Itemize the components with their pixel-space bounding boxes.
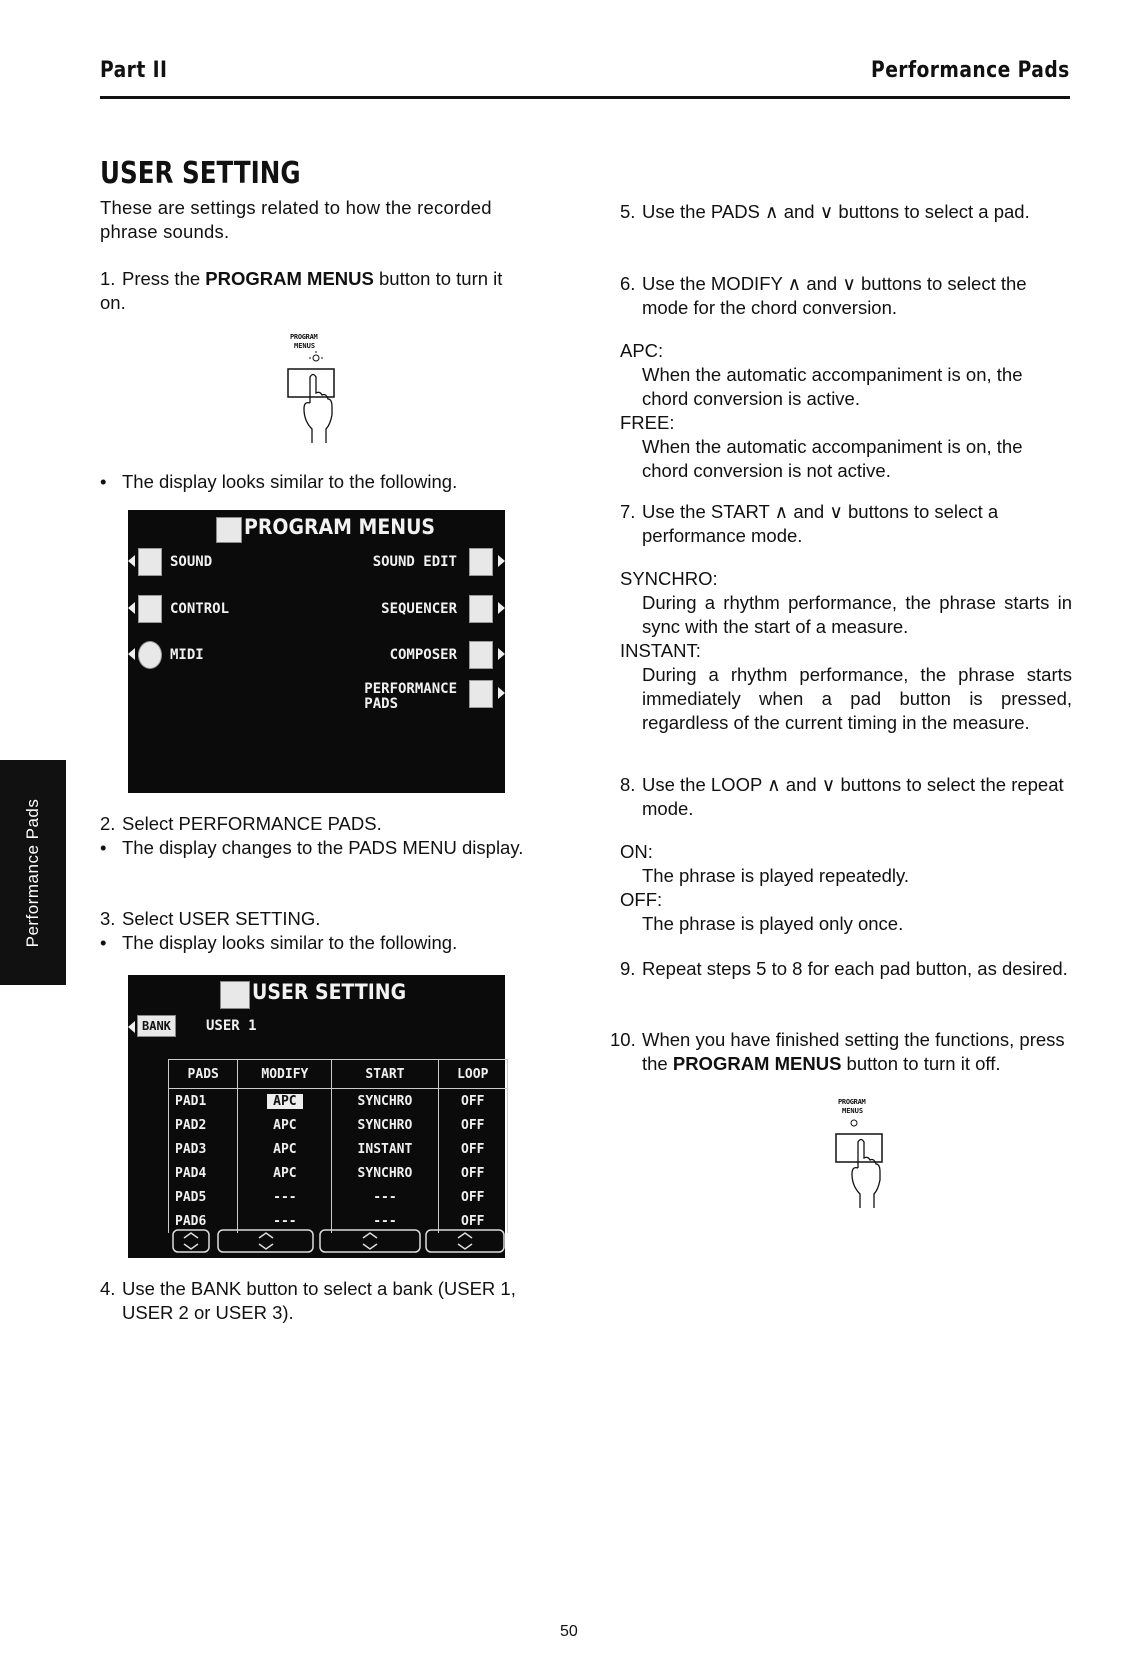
- step-8-number: 8.: [620, 774, 636, 795]
- step-3: [100, 907, 530, 931]
- modify-cell: ---: [238, 1209, 332, 1233]
- step-2-number: 2.: [100, 813, 116, 834]
- start-cell: SYNCHRO: [332, 1161, 438, 1185]
- step-9-text: Repeat steps 5 to 8 for each pad button, as desired.: [642, 958, 1068, 979]
- table-header-row: [169, 1060, 508, 1089]
- button-label-top: PROGRAM: [290, 333, 318, 341]
- step-5-number: 5.: [620, 201, 636, 222]
- column-header-start: START: [332, 1060, 438, 1089]
- user-setting-table: [168, 1059, 508, 1233]
- step-8-text: Use the LOOP ∧ and ∨ buttons to select the repeat mode.: [642, 774, 1064, 819]
- bank-button[interactable]: BANK: [137, 1015, 176, 1037]
- pad-cell: PAD1: [169, 1089, 238, 1114]
- sound-edit-icon: [469, 548, 493, 576]
- program-menus-title-icon: [216, 517, 242, 543]
- step-3-number: 3.: [100, 908, 116, 929]
- header-part: Part II: [100, 58, 168, 83]
- loop-cell: OFF: [438, 1113, 507, 1137]
- hand-press-icon: [830, 1098, 900, 1218]
- up-down-buttons-row: [168, 1228, 508, 1254]
- program-menus-title: PROGRAM MENUS: [244, 515, 436, 539]
- pad-cell: PAD4: [169, 1161, 238, 1185]
- option-instant-label: INSTANT:: [620, 640, 701, 661]
- midi-icon: [138, 641, 162, 669]
- option-synchro-label: SYNCHRO:: [620, 568, 718, 589]
- step-5: [620, 200, 1072, 224]
- step-4-text: Use the BANK button to select a bank (USER 1, USER 2 or USER 3).: [122, 1278, 516, 1323]
- arrow-left-icon: [128, 602, 135, 614]
- option-on-text: The phrase is played repeatedly.: [642, 865, 910, 886]
- step-10-text-b: button to turn it off.: [841, 1053, 1001, 1074]
- step-9-number: 9.: [620, 958, 636, 979]
- step-2-text: Select PERFORMANCE PADS.: [122, 813, 382, 834]
- pad-cell: PAD5: [169, 1185, 238, 1209]
- bullet-2: • The display changes to the PADS MENU display.: [100, 837, 524, 858]
- table-row[interactable]: [169, 1185, 508, 1209]
- pad-cell: PAD6: [169, 1209, 238, 1233]
- arrow-right-icon: [498, 687, 505, 699]
- arrow-left-icon: [128, 648, 135, 660]
- menu-performance-pads[interactable]: [364, 682, 457, 712]
- option-instant-text: During a rhythm performance, the phrase starts immediately when a pad button is pressed, regardless of the current timing in the measure.: [642, 664, 1072, 733]
- menu-control[interactable]: CONTROL: [170, 601, 230, 617]
- option-synchro: [620, 567, 1072, 735]
- header-section: Performance Pads: [871, 58, 1070, 83]
- sound-icon: [138, 548, 162, 576]
- column-header-loop: LOOP: [438, 1060, 507, 1089]
- bullet-3: • The display looks similar to the following.: [100, 931, 530, 955]
- option-off-label: OFF:: [620, 889, 663, 910]
- table-row[interactable]: [169, 1113, 508, 1137]
- arrow-right-icon: [498, 555, 505, 567]
- modify-cell: ---: [238, 1185, 332, 1209]
- step-1-text-a: Press the: [122, 268, 206, 289]
- step-2: [100, 812, 530, 836]
- start-cell: INSTANT: [332, 1137, 438, 1161]
- column-header-pads: PADS: [169, 1060, 238, 1089]
- page-number: 50: [560, 1623, 578, 1640]
- user-setting-display: [128, 975, 505, 1258]
- start-updown-icon[interactable]: [320, 1230, 420, 1252]
- loop-cell: OFF: [438, 1137, 507, 1161]
- step-6: [620, 272, 1072, 320]
- start-cell: ---: [332, 1209, 438, 1233]
- side-tab: [0, 760, 66, 985]
- step-1-number: 1.: [100, 268, 116, 289]
- button-label-bottom: MENUS: [842, 1107, 864, 1115]
- program-menus-button-illustration-off: [830, 1098, 900, 1218]
- menu-sound[interactable]: SOUND: [170, 554, 213, 570]
- step-10: [610, 1028, 1072, 1076]
- step-10-bold: PROGRAM MENUS: [672, 1053, 842, 1074]
- option-synchro-text: During a rhythm performance, the phrase starts in sync with the start of a measure.: [642, 592, 1072, 637]
- loop-cell: OFF: [438, 1185, 507, 1209]
- menu-sound-edit[interactable]: SOUND EDIT: [372, 554, 457, 570]
- user-setting-title-icon: [220, 981, 250, 1009]
- button-label-bottom: MENUS: [294, 342, 316, 350]
- menu-composer[interactable]: COMPOSER: [389, 647, 457, 663]
- intro-text: These are settings related to how the recorded phrase sounds.: [100, 197, 492, 242]
- header-rule: [100, 96, 1070, 99]
- step-8: [620, 773, 1072, 821]
- option-apc: [620, 339, 1072, 483]
- step-7: [620, 500, 1072, 548]
- step-6-text: Use the MODIFY ∧ and ∨ buttons to select the mode for the chord conversion.: [642, 273, 1027, 318]
- menu-midi[interactable]: MIDI: [170, 647, 204, 663]
- option-apc-text: When the automatic accompaniment is on, the chord conversion is active.: [642, 364, 1023, 409]
- option-off-text: The phrase is played only once.: [642, 913, 904, 934]
- start-cell: SYNCHRO: [332, 1113, 438, 1137]
- composer-icon: [469, 641, 493, 669]
- table-row[interactable]: [169, 1161, 508, 1185]
- step-7-text: Use the START ∧ and ∨ buttons to select a performance mode.: [642, 501, 999, 546]
- arrow-right-icon: [498, 602, 505, 614]
- modify-cell-selected: APC: [267, 1094, 302, 1109]
- bullet-1: • The display looks similar to the following.: [100, 470, 530, 494]
- user-setting-title: USER SETTING: [252, 980, 407, 1004]
- table-row[interactable]: [169, 1089, 508, 1114]
- step-1: [100, 267, 530, 315]
- step-10-text-a: When you have finished setting the functions, press the: [642, 1029, 1065, 1074]
- option-loop: [620, 840, 1072, 936]
- arrow-right-icon: [498, 648, 505, 660]
- modify-cell: APC: [238, 1113, 332, 1137]
- step-9: [620, 957, 1072, 981]
- table-row[interactable]: [169, 1137, 508, 1161]
- step-5-text: Use the PADS ∧ and ∨ buttons to select a pad.: [642, 201, 1030, 222]
- hand-press-icon: [282, 333, 352, 453]
- page-title: USER SETTING: [100, 156, 301, 191]
- control-icon: [138, 595, 162, 623]
- loop-cell: OFF: [438, 1161, 507, 1185]
- step-7-number: 7.: [620, 501, 636, 522]
- step-4-number: 4.: [100, 1278, 116, 1299]
- menu-pads-label: PADS: [364, 696, 398, 712]
- option-free-label: FREE:: [620, 412, 675, 433]
- column-header-modify: MODIFY: [238, 1060, 332, 1089]
- menu-performance-label: PERFORMANCE: [364, 681, 457, 697]
- step-10-number: 10.: [610, 1029, 636, 1050]
- step-1-text-b: button to turn it on.: [100, 268, 503, 313]
- arrow-left-icon: [128, 555, 135, 567]
- sequencer-icon: [469, 595, 493, 623]
- start-cell: ---: [332, 1185, 438, 1209]
- pad-cell: PAD3: [169, 1137, 238, 1161]
- loop-updown-icon[interactable]: [426, 1230, 504, 1252]
- pad-cell: PAD2: [169, 1113, 238, 1137]
- option-on-label: ON:: [620, 841, 653, 862]
- bank-value: USER 1: [206, 1018, 257, 1034]
- loop-cell: OFF: [438, 1089, 507, 1114]
- step-3-text: Select USER SETTING.: [122, 908, 321, 929]
- step-6-number: 6.: [620, 273, 636, 294]
- modify-cell: [238, 1089, 332, 1114]
- arrow-left-icon: [128, 1021, 135, 1033]
- modify-cell: APC: [238, 1137, 332, 1161]
- option-apc-label: APC:: [620, 340, 664, 361]
- modify-updown-icon[interactable]: [218, 1230, 313, 1252]
- button-label-top: PROGRAM: [838, 1098, 866, 1106]
- menu-sequencer[interactable]: SEQUENCER: [381, 601, 457, 617]
- modify-cell: APC: [238, 1161, 332, 1185]
- step-1-bold: PROGRAM MENUS: [205, 268, 374, 289]
- step-4: [100, 1277, 540, 1325]
- program-menus-button-illustration: [282, 333, 352, 453]
- side-tab-label: Performance Pads: [23, 798, 42, 947]
- loop-cell: OFF: [438, 1209, 507, 1233]
- bullet-2-text: The display changes to the PADS MENU display.: [122, 837, 524, 858]
- pads-updown-icon[interactable]: [173, 1230, 209, 1252]
- start-cell: SYNCHRO: [332, 1089, 438, 1114]
- option-free-text: When the automatic accompaniment is on, the chord conversion is not active.: [642, 436, 1023, 481]
- performance-pads-icon: [469, 680, 493, 708]
- program-menus-display: [128, 510, 505, 793]
